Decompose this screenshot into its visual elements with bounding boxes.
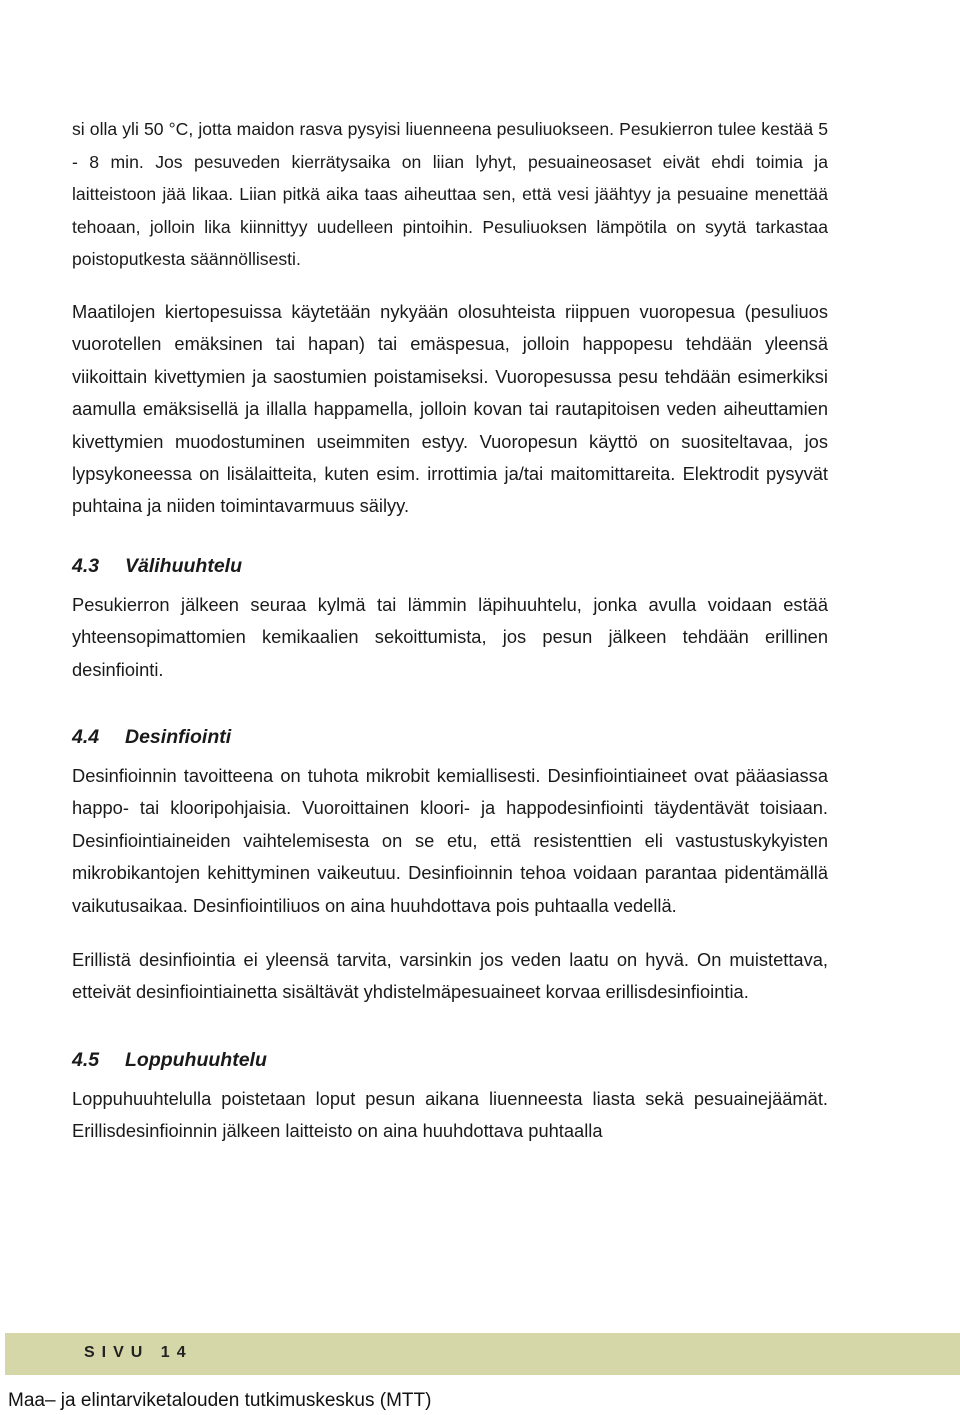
- section-heading-4-5: [72, 1047, 828, 1073]
- section-title: Loppuhuuhtelu: [125, 1048, 267, 1071]
- section-number: 4.4: [72, 726, 100, 749]
- page-number-label: SIVU 14: [84, 1344, 193, 1361]
- body-paragraph: Pesukierron jälkeen seuraa kylmä tai lämmin läpihuuhtelu, jonka avulla voidaan estää yhteensopimattomien kemikaalien sekoittumista, jos pesun jälkeen tehdään erillinen desinfiointi.: [72, 593, 828, 680]
- section-title: Desinfiointi: [125, 726, 232, 749]
- body-paragraph: Desinfioinnin tavoitteena on tuhota mikrobit kemiallisesti. Desinfiointiaineet ovat pääasiassa happo- tai klooripohjaisia. Vuoroittainen kloori- ja happodesinfiointi täydentävät toisiaan. Desinfiointiaineiden vaihtelemisesta on se etu, että resistenttien eli vastustuskykyisten mikrobikantojen kehittyminen vaikeutuu. Desinfioinnin tehoa voidaan parantaa pidentämällä vaikutusaikaa. Desinfiointiliuos on aina huuhdottava pois puhtaalla vedellä.: [72, 765, 828, 916]
- section-number: 4.5: [72, 1048, 100, 1071]
- section-title: Välihuuhtelu: [125, 554, 242, 577]
- body-paragraph: Maatilojen kiertopesuissa käytetään nykyään olosuhteista riippuen vuoropesua (pesuliuos vuorotellen emäksinen tai hapan) tai emäspesua, jolloin happopesu tehdään yleensä viikoittain kivettymien ja saostumien poistamiseksi. Vuoropesussa pesu tehdään esimerkiksi aamulla emäksisellä ja illalla happamella, jolloin kovan tai rautapitoisen veden aiheuttamien kivettymien muodostuminen useimmiten estyy. Vuoropesun käyttö on suositeltavaa, jos lypsykoneessa on lisälaitteita, kuten esim. irrottimia ja/tai maitomittareita. Elektrodit pysyvät puhtaina ja niiden toimintavarmuus säilyy.: [72, 300, 828, 517]
- section-heading-4-3: [72, 553, 828, 579]
- publisher-footer: Maa– ja elintarviketalouden tutkimuskeskus (MTT): [8, 1390, 432, 1411]
- body-paragraph: si olla yli 50 °C, jotta maidon rasva pysyisi liuenneena pesuliuokseen. Pesukierron tulee kestää 5 - 8 min. Jos pesuveden kierrätysaika on liian lyhyt, pesuaineosaset eivät ehdi toimia ja laitteistoon jää likaa. Liian pitkä aika taas aiheuttaa sen, että vesi jäähtyy ja pesuaine menettää tehoaan, jolloin lika kiinnittyy uudelleen pintoihin. Pesuliuoksen lämpötila on syytä tarkastaa poistoputkesta säännöllisesti.: [72, 119, 828, 270]
- body-paragraph: Loppuhuuhtelulla poistetaan loput pesun aikana liuenneesta liasta sekä pesuainejäämät. Erillisdesinfioinnin jälkeen laitteisto on aina huuhdottava puhtaalla: [72, 1087, 828, 1142]
- section-heading-4-4: [72, 724, 828, 750]
- section-number: 4.3: [72, 554, 100, 577]
- body-paragraph: Erillistä desinfiointia ei yleensä tarvita, varsinkin jos veden laatu on hyvä. On muistettava, etteivät desinfiointiainetta sisältävät yhdistelmäpesuaineet korvaa erillisdesinfiointia.: [72, 949, 828, 1003]
- document-body: [72, 113, 828, 1148]
